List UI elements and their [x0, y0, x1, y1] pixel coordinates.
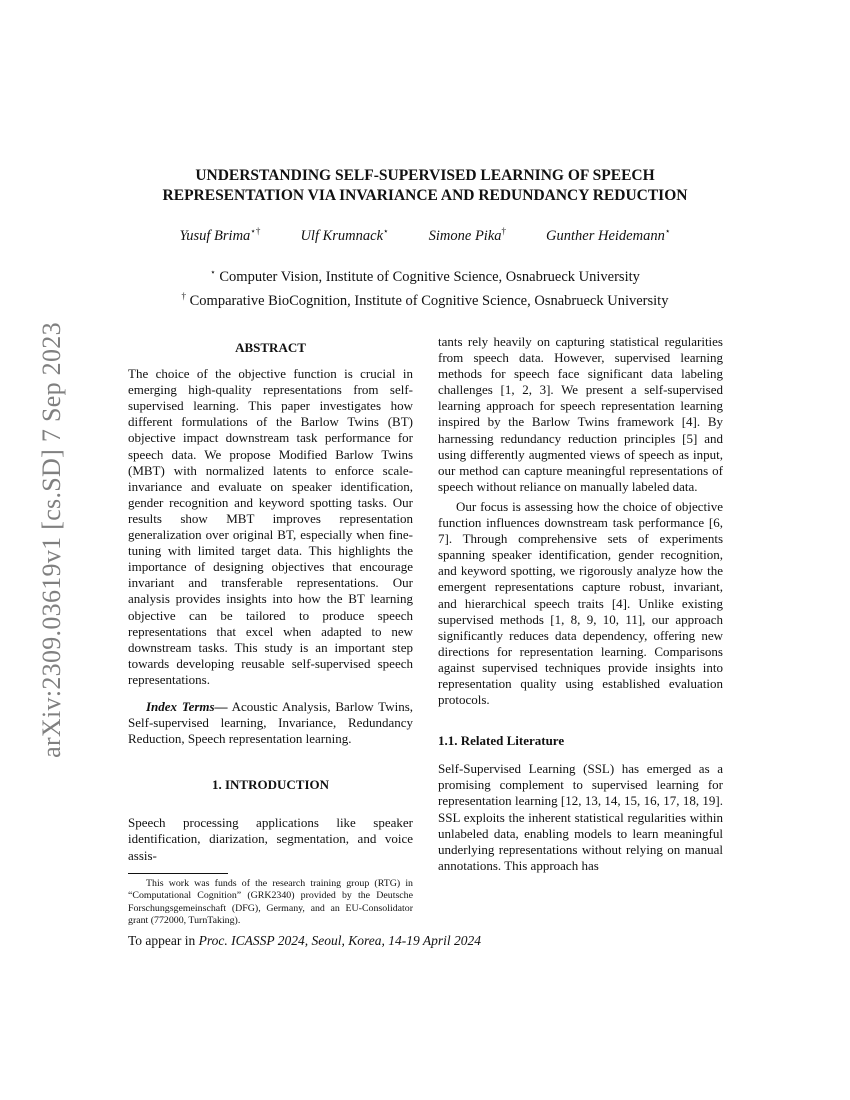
- abstract-heading: ABSTRACT: [235, 340, 306, 355]
- author: Ulf Krumnack⋆: [300, 226, 389, 244]
- author: Yusuf Brima⋆†: [179, 226, 261, 244]
- author: Gunther Heidemann⋆: [546, 226, 671, 244]
- index-terms-label: Index Terms—: [146, 698, 228, 714]
- footnote-divider: [128, 873, 228, 874]
- author: Simone Pika†: [428, 226, 507, 244]
- author-list: [100, 226, 750, 245]
- left-column: [128, 340, 413, 928]
- index-terms: Index Terms— Acoustic Analysis, Barlow Twins, Self-supervised learning, Invariance, Redundancy Reduction, Speech representation learning.: [128, 698, 414, 747]
- affiliations: [100, 263, 750, 311]
- intro-paragraph-2: Our focus is assessing how the choice of objective function influences downstream task performance [6, 7]. Through comprehensive sets of experiments spanning speaker identification, gender recognition, and keyword spotting, we rigorously analyze how the emergent representations capture robust, invariant, and hierarchical speech traits [4]. Unlike existing supervised methods [1, 8, 9, 10, 11], our approach significantly reduces data dependency, offering new directions for representation learning. Comparisons against supervised techniques provide insights into representation quality using established evaluation protocols.: [438, 498, 723, 708]
- venue: Proc. ICASSP 2024, Seoul, Korea, 14-19 April 2024: [198, 933, 482, 948]
- title-line-2: REPRESENTATION VIA INVARIANCE AND REDUNDANCY REDUCTION: [162, 187, 688, 204]
- introduction-heading: 1. INTRODUCTION: [211, 777, 329, 793]
- related-literature-heading: 1.1. Related Literature: [438, 733, 565, 749]
- title-line-1: UNDERSTANDING SELF-SUPERVISED LEARNING OF SPEECH: [195, 167, 655, 184]
- affiliation: ⋆ Computer Vision, Institute of Cognitive Science, Osnabrueck University: [210, 267, 640, 285]
- related-literature-text: Self-Supervised Learning (SSL) has emerged as a promising complement to supervised learning for representation learning [12, 13, 14, 15, 16, 17, 18, 19]. SSL exploits the inherent statistical regularities within unlabeled data, enabling models to learn meaningful underlying representations without relying on manual annotations. This approach has: [438, 761, 723, 873]
- right-column: [438, 334, 723, 874]
- affiliation: † Comparative BioCognition, Institute of Cognitive Science, Osnabrueck University: [181, 290, 669, 309]
- intro-paragraph: Speech processing applications like speaker identification, diarization, segmentation, and voice assis-: [128, 815, 413, 863]
- appear-in-notice: To appear in Proc. ICASSP 2024, Seoul, Korea, 14-19 April 2024: [128, 933, 482, 948]
- arxiv-identifier: arXiv:2309.03619v1 [cs.SD] 7 Sep 2023: [37, 322, 66, 758]
- footnote: This work was funds of the research training group (RTG) in “Computational Cognition” (GRK2340) provided by the Deutsche Forschungsgemeinschaft (DFG), Germany, and an EU-Consolidator grant (772000, TurnTaking).: [128, 877, 413, 927]
- abstract-text: The choice of the objective function is crucial in emerging high-quality representations from self-supervised learning. This paper investigates how different formulations of the Barlow Twins (BT) objective impact downstream task performance for speech data. We propose Modified Barlow Twins (MBT) with normalized latents to enforce scale-invariance and evaluate on speaker identification, gender recognition and keyword spotting tasks. Our results show MBT improves representation generalization over original BT, especially when fine-tuning with limited target data. This highlights the importance of designing objectives that encourage invariant and transferable representations. Our analysis provides insights into how the BT learning objective can be tailored to produce speech representations that excel when adapted to new downstream tasks. This study is an important step towards developing reusable self-supervised speech representations.: [128, 366, 413, 687]
- paper-title: [100, 166, 750, 206]
- intro-paragraph-continued: tants rely heavily on capturing statistical regularities from speech data. However, supervised learning methods for speech face significant data labeling challenges [1, 2, 3]. We present a self-supervised learning approach for speech representation learning inspired by the Barlow Twins framework [4]. By harnessing redundancy reduction principles [5] and using differently augmented views of speech as input, our method can capture meaningful representations of speech without reliance on manually labeled data.: [438, 334, 723, 494]
